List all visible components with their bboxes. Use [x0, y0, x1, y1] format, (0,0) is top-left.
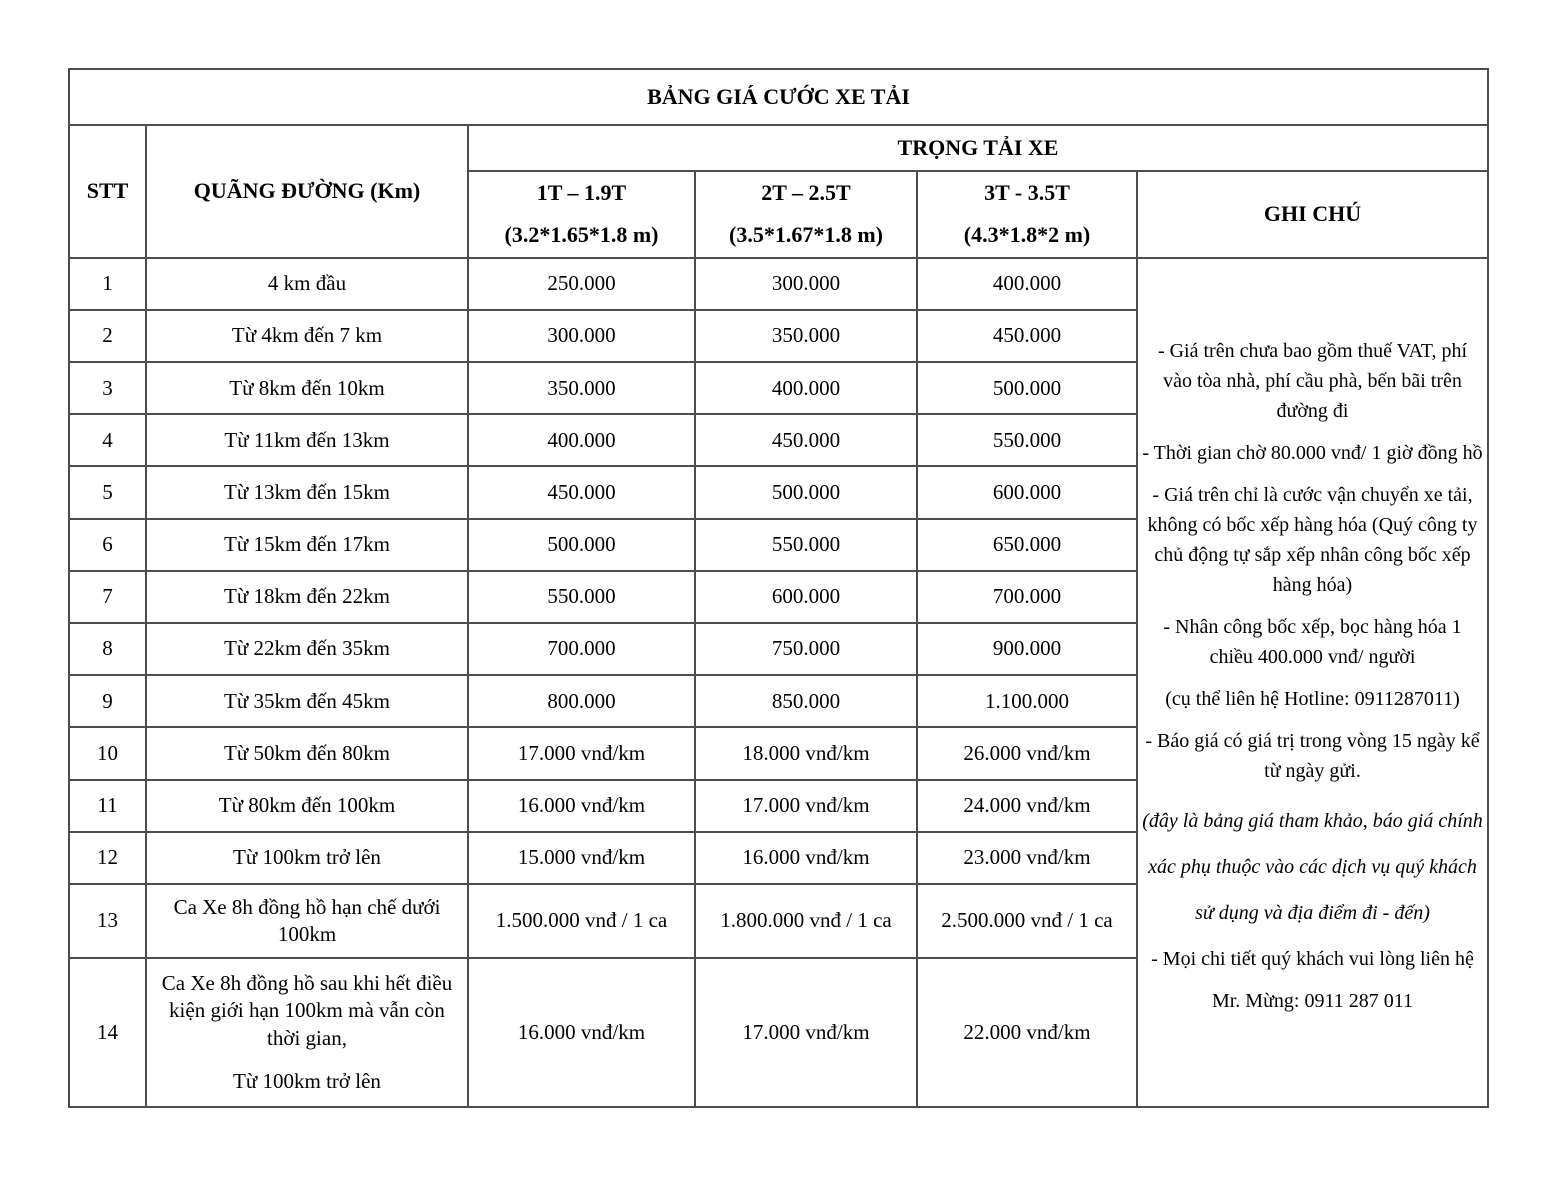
capacity-size: (3.5*1.67*1.8 m): [729, 222, 883, 248]
cell-price-2t: 750.000: [695, 623, 917, 675]
cell-distance: [146, 958, 468, 1107]
cell-stt: 7: [69, 571, 146, 623]
cell-price-2t: 400.000: [695, 362, 917, 414]
note-item: Mr. Mừng: 0911 287 011: [1211, 990, 1414, 1013]
title-row: [69, 69, 1488, 125]
cell-distance: Từ 50km đến 80km: [146, 727, 468, 779]
cell-price-3t: 550.000: [917, 414, 1137, 466]
cell-stt: 2: [69, 310, 146, 362]
notes-cell: [1137, 258, 1488, 1107]
cell-price-1t: 400.000: [468, 414, 695, 466]
cell-stt: 13: [69, 884, 146, 958]
cell-price-2t: 850.000: [695, 675, 917, 727]
cell-price-2t: 600.000: [695, 571, 917, 623]
cell-distance: Từ 8km đến 10km: [146, 362, 468, 414]
cell-price-2t: 18.000 vnđ/km: [695, 727, 917, 779]
cell-distance: Từ 15km đến 17km: [146, 519, 468, 571]
cell-price-2t: 16.000 vnđ/km: [695, 832, 917, 884]
cell-price-3t: 900.000: [917, 623, 1137, 675]
cell-price-1t: 15.000 vnđ/km: [468, 832, 695, 884]
cell-stt: 3: [69, 362, 146, 414]
distance-line-1: Ca Xe 8h đồng hồ sau khi hết điều kiện giới hạn 100km mà vẫn còn thời gian,: [161, 971, 453, 1050]
cell-stt: 9: [69, 675, 146, 727]
capacity-size: (3.2*1.65*1.8 m): [504, 222, 659, 248]
cell-price-1t: 16.000 vnđ/km: [468, 958, 695, 1107]
cell-price-1t: 1.500.000 vnđ / 1 ca: [468, 884, 695, 958]
cell-price-3t: 600.000: [917, 466, 1137, 518]
cell-price-3t: 650.000: [917, 519, 1137, 571]
cell-distance: Từ 18km đến 22km: [146, 571, 468, 623]
cell-price-3t: 22.000 vnđ/km: [917, 958, 1137, 1107]
cell-price-1t: 500.000: [468, 519, 695, 571]
cell-price-2t: 300.000: [695, 258, 917, 310]
cell-price-1t: 250.000: [468, 258, 695, 310]
cell-price-1t: 450.000: [468, 466, 695, 518]
cell-price-3t: 24.000 vnđ/km: [917, 780, 1137, 832]
cell-price-1t: 800.000: [468, 675, 695, 727]
capacity-label: 1T – 1.9T: [536, 180, 627, 206]
header-row-group: [69, 125, 1488, 171]
cell-price-2t: 350.000: [695, 310, 917, 362]
note-item: - Nhân công bốc xếp, bọc hàng hóa 1 chiều 400.000 vnđ/ người: [1163, 616, 1462, 669]
cell-price-1t: 16.000 vnđ/km: [468, 780, 695, 832]
cell-price-2t: 450.000: [695, 414, 917, 466]
cell-distance: Từ 13km đến 15km: [146, 466, 468, 518]
cell-distance: Ca Xe 8h đồng hồ hạn chế dưới 100km: [146, 884, 468, 958]
cell-price-3t: 26.000 vnđ/km: [917, 727, 1137, 779]
cell-distance: Từ 22km đến 35km: [146, 623, 468, 675]
cell-price-1t: 17.000 vnđ/km: [468, 727, 695, 779]
cell-price-3t: 400.000: [917, 258, 1137, 310]
note-item: (cụ thể liên hệ Hotline: 0911287011): [1165, 688, 1460, 711]
cell-price-1t: 300.000: [468, 310, 695, 362]
cell-price-3t: 23.000 vnđ/km: [917, 832, 1137, 884]
cell-price-3t: 500.000: [917, 362, 1137, 414]
cell-distance: 4 km đầu: [146, 258, 468, 310]
header-distance: QUÃNG ĐƯỜNG (Km): [146, 125, 468, 258]
capacity-size: (4.3*1.8*2 m): [963, 222, 1091, 248]
cell-distance: Từ 11km đến 13km: [146, 414, 468, 466]
cell-price-1t: 350.000: [468, 362, 695, 414]
header-stt: STT: [69, 125, 146, 258]
cell-price-3t: 700.000: [917, 571, 1137, 623]
distance-line-2: Từ 100km trở lên: [233, 1068, 381, 1093]
cell-price-2t: 550.000: [695, 519, 917, 571]
note-item-italic: (đây là bảng giá tham khảo, báo giá chính xác phụ thuộc vào các dịch vụ quý khách sử dụng và địa điểm đi - đến): [1142, 810, 1483, 925]
cell-stt: 11: [69, 780, 146, 832]
cell-stt: 5: [69, 466, 146, 518]
note-item: - Thời gian chờ 80.000 vnđ/ 1 giờ đồng hồ: [1142, 442, 1483, 465]
table-title: BẢNG GIÁ CƯỚC XE TẢI: [69, 69, 1488, 125]
note-item: - Báo giá có giá trị trong vòng 15 ngày kể từ ngày gửi.: [1145, 730, 1480, 783]
cell-stt: 10: [69, 727, 146, 779]
cell-price-2t: 17.000 vnđ/km: [695, 780, 917, 832]
note-item: - Giá trên chỉ là cước vận chuyển xe tải, không có bốc xếp hàng hóa (Quý công ty chủ động tự sắp xếp nhân công bốc xếp hàng hóa): [1147, 484, 1478, 597]
cell-distance: Từ 35km đến 45km: [146, 675, 468, 727]
cell-price-3t: 450.000: [917, 310, 1137, 362]
price-table: [68, 68, 1489, 1108]
cell-price-2t: 500.000: [695, 466, 917, 518]
cell-price-1t: 550.000: [468, 571, 695, 623]
cell-price-3t: 1.100.000: [917, 675, 1137, 727]
cell-stt: 14: [69, 958, 146, 1107]
header-capacity-col-2: [695, 171, 917, 257]
cell-price-2t: 1.800.000 vnđ / 1 ca: [695, 884, 917, 958]
cell-distance: Từ 80km đến 100km: [146, 780, 468, 832]
cell-price-1t: 700.000: [468, 623, 695, 675]
cell-stt: 6: [69, 519, 146, 571]
header-notes: GHI CHÚ: [1137, 171, 1488, 257]
cell-price-3t: 2.500.000 vnđ / 1 ca: [917, 884, 1137, 958]
note-item: - Giá trên chưa bao gồm thuế VAT, phí vào tòa nhà, phí cầu phà, bến bãi trên đường đi: [1157, 340, 1468, 423]
cell-distance: Từ 100km trở lên: [146, 832, 468, 884]
header-capacity-col-3: [917, 171, 1137, 257]
cell-stt: 4: [69, 414, 146, 466]
capacity-label: 3T - 3.5T: [984, 180, 1070, 206]
cell-stt: 1: [69, 258, 146, 310]
capacity-label: 2T – 2.5T: [761, 180, 851, 206]
cell-price-2t: 17.000 vnđ/km: [695, 958, 917, 1107]
header-capacity-group: TRỌNG TẢI XE: [468, 125, 1488, 171]
note-item: - Mọi chi tiết quý khách vui lòng liên hệ: [1151, 948, 1474, 971]
cell-distance: Từ 4km đến 7 km: [146, 310, 468, 362]
table-row: [69, 258, 1488, 310]
cell-stt: 8: [69, 623, 146, 675]
price-table-container: [68, 68, 1487, 1108]
header-capacity-col-1: [468, 171, 695, 257]
cell-stt: 12: [69, 832, 146, 884]
